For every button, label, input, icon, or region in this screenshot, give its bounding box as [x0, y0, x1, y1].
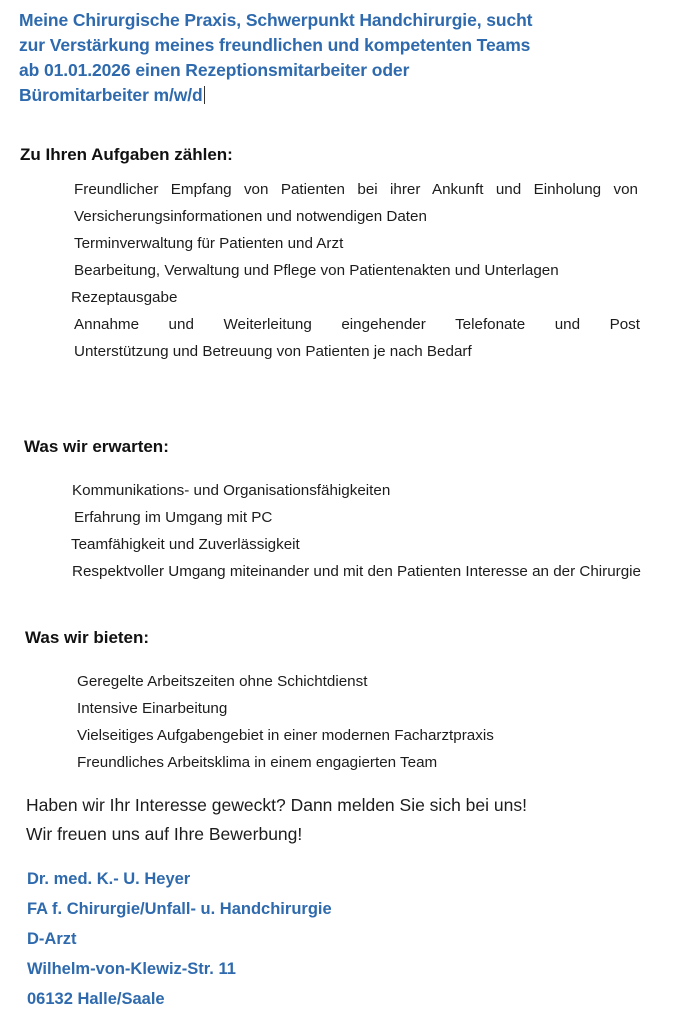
closing-line: Haben wir Ihr Interesse geweckt? Dann melden Sie sich bei uns!: [26, 795, 527, 815]
address-city: 06132 Halle/Saale: [27, 990, 165, 1008]
tasks-list: [71, 176, 640, 365]
list-item: Geregelte Arbeitszeiten ohne Schichtdienst: [77, 673, 368, 690]
headline-line: ab 01.01.2026 einen Rezeptionsmitarbeiter oder: [19, 60, 410, 80]
doctor-name: Dr. med. K.- U. Heyer: [27, 870, 191, 888]
closing-text: [26, 791, 527, 849]
doctor-specialty: FA f. Chirurgie/Unfall- u. Handchirurgie: [27, 900, 332, 918]
signature-block: [27, 864, 332, 1014]
headline-line: Meine Chirurgische Praxis, Schwerpunkt Handchirurgie, sucht: [19, 10, 533, 30]
doctor-role: D-Arzt: [27, 930, 77, 948]
text-cursor: [204, 86, 205, 104]
tasks-title: Zu Ihren Aufgaben zählen:: [20, 145, 233, 164]
list-item: Teamfähigkeit und Zuverlässigkeit: [71, 536, 300, 553]
expectations-list: [72, 477, 644, 585]
list-item: Unterstützung und Betreuung von Patienten je nach Bedarf: [74, 343, 472, 360]
headline-line-with-cursor: [19, 83, 659, 108]
list-item: Vielseitiges Aufgabengebiet in einer modernen Facharztpraxis: [77, 727, 494, 744]
list-item: Intensive Einarbeitung: [77, 700, 228, 717]
job-headline: [19, 8, 659, 108]
offers-list: [77, 668, 637, 776]
address-street: Wilhelm-von-Klewiz-Str. 11: [27, 960, 236, 978]
list-item: Terminverwaltung für Patienten und Arzt: [74, 235, 344, 252]
headline-line: zur Verstärkung meines freundlichen und kompetenten Teams: [19, 35, 531, 55]
list-item: Bearbeitung, Verwaltung und Pflege von Patientenakten und Unterlagen: [74, 262, 559, 279]
list-item: Kommunikations- und Organisationsfähigkeiten: [72, 482, 391, 499]
headline-line: Büromitarbeiter m/w/d: [19, 85, 203, 105]
list-item: Freundlicher Empfang von Patienten bei ihrer Ankunft und Einholung von Versicherungsinformationen und notwendigen Daten: [74, 181, 638, 225]
list-item: Rezeptausgabe: [71, 289, 178, 306]
list-item: Freundliches Arbeitsklima in einem engagierten Team: [77, 754, 438, 771]
expectations-title: Was wir erwarten:: [24, 437, 169, 456]
list-item: Respektvoller Umgang miteinander und mit den Patienten Interesse an der Chirurgie: [72, 563, 641, 580]
closing-line: Wir freuen uns auf Ihre Bewerbung!: [26, 824, 303, 844]
offers-title: Was wir bieten:: [25, 628, 150, 647]
list-item: Annahme und Weiterleitung eingehender Telefonate und Post: [74, 316, 640, 333]
list-item: Erfahrung im Umgang mit PC: [74, 509, 273, 526]
